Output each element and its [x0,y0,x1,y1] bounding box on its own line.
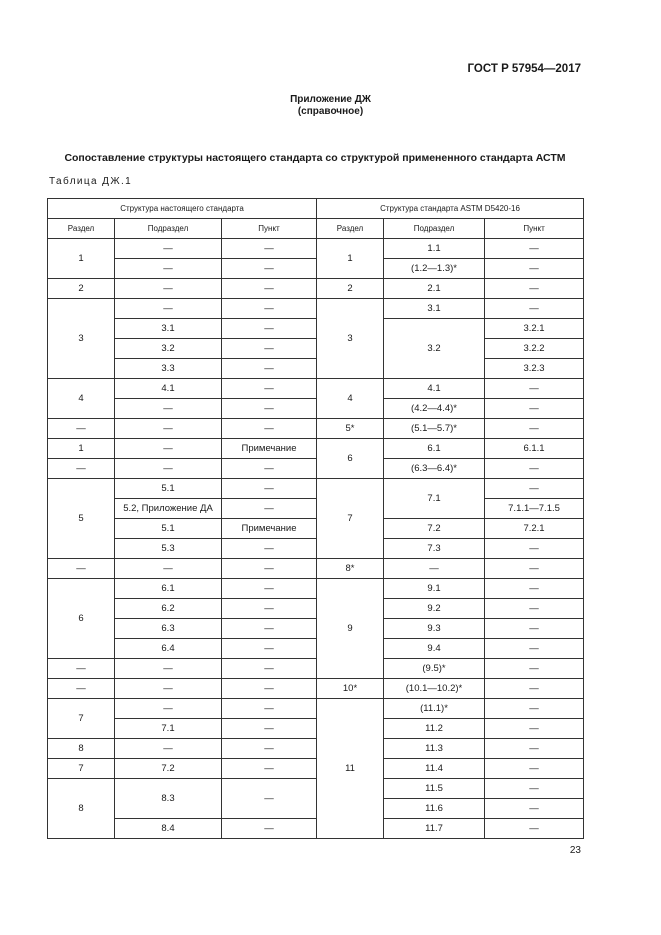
table-cell: 5* [317,419,384,439]
table-cell: — [485,619,584,639]
document-code: ГОСТ Р 57954—2017 [467,63,581,75]
table-cell: 5.1 [115,519,222,539]
table-cell: 4.1 [384,379,485,399]
table-row [48,419,584,439]
table-cell: 3.1 [384,299,485,319]
table-cell: — [485,719,584,739]
table-cell: — [485,399,584,419]
table-cell: 9 [317,579,384,679]
table-cell: 1 [317,239,384,279]
table-cell: 9.2 [384,599,485,619]
table-cell: 11.4 [384,759,485,779]
table-row [48,779,584,799]
table-row [48,519,584,539]
table-cell: — [485,759,584,779]
table-cell: 8.4 [115,819,222,839]
table-cell: — [115,419,222,439]
table-cell: 10* [317,679,384,699]
table-cell: — [115,679,222,699]
table-cell: 7.1 [384,479,485,519]
table-cell: — [222,599,317,619]
annex-subtitle: (справочное) [297,106,364,117]
table-row [48,299,584,319]
table-cell: — [115,659,222,679]
table-cell: — [222,279,317,299]
table-cell: 11.3 [384,739,485,759]
table-cell: — [115,399,222,419]
table-row [48,699,584,719]
table-cell: 3.2.2 [485,339,584,359]
table-row [48,459,584,479]
table-row [48,499,584,519]
table-cell: (6.3—6.4)* [384,459,485,479]
table-cell: 8 [48,739,115,759]
table-row [48,579,584,599]
table-cell: — [222,699,317,719]
table-row [48,659,584,679]
table-cell: (1.2—1.3)* [384,259,485,279]
table-cell: 6.2 [115,599,222,619]
table-cell: 5 [48,479,115,559]
table-cell: (10.1—10.2)* [384,679,485,699]
header-section: Раздел [317,219,384,239]
table-cell: — [222,659,317,679]
table-cell: Примечание [222,519,317,539]
table-cell: — [222,639,317,659]
table-cell: — [222,719,317,739]
table-cell: — [485,819,584,839]
table-cell: 6.4 [115,639,222,659]
table-row [48,559,584,579]
table-cell: 7.3 [384,539,485,559]
table-cell: — [485,799,584,819]
table-cell: 4 [48,379,115,419]
table-cell: — [48,419,115,439]
table-label: Таблица ДЖ.1 [49,176,133,187]
table-cell: — [222,419,317,439]
table-cell: 7 [48,699,115,739]
table-cell: 8.3 [115,779,222,819]
table-cell: — [485,659,584,679]
table-cell: 5.1 [115,479,222,499]
table-cell: 6.1.1 [485,439,584,459]
table-cell: — [485,459,584,479]
table-cell: — [48,679,115,699]
table-cell: 7.1.1—7.1.5 [485,499,584,519]
table-row [48,599,584,619]
table-cell: — [222,459,317,479]
table-cell: 4.1 [115,379,222,399]
table-row [48,239,584,259]
table-cell: 8 [48,779,115,839]
table-cell: — [115,559,222,579]
table-cell: — [115,299,222,319]
table-row [48,759,584,779]
table-cell: — [485,419,584,439]
header-item: Пункт [222,219,317,239]
table-cell: 7.1 [115,719,222,739]
table-row [48,719,584,739]
table-cell: 1 [48,239,115,279]
table-cell: — [48,659,115,679]
table-cell: — [222,359,317,379]
table-cell: 4 [317,379,384,419]
table-cell: — [222,259,317,279]
table-row [48,479,584,499]
table-cell: 3.2 [115,339,222,359]
table-cell: — [222,819,317,839]
table-cell: (9.5)* [384,659,485,679]
table-cell: — [485,699,584,719]
table-row [48,259,584,279]
table-subheader-row [48,219,584,239]
annex-title: Приложение ДЖ [290,94,371,105]
header-section: Раздел [48,219,115,239]
table-cell: 9.4 [384,639,485,659]
table-cell: — [485,299,584,319]
table-cell: — [485,779,584,799]
table-cell: 7.2 [115,759,222,779]
table-cell: — [222,239,317,259]
table-cell: — [222,319,317,339]
table-cell: 3 [317,299,384,379]
table-cell: — [222,499,317,519]
table-row [48,739,584,759]
table-cell: — [485,679,584,699]
table-cell: — [222,299,317,319]
table-cell: 1 [48,439,115,459]
table-cell: — [485,379,584,399]
table-cell: 11.5 [384,779,485,799]
table-cell: 11.2 [384,719,485,739]
table-cell: 3.2 [384,319,485,379]
table-row [48,359,584,379]
table-cell: — [115,239,222,259]
table-cell: 3.2.3 [485,359,584,379]
table-cell: — [222,619,317,639]
header-astm-structure: Структура стандарта ASTM D5420-16 [317,199,584,219]
page-number: 23 [569,845,581,856]
table-row [48,639,584,659]
table-cell: — [222,679,317,699]
table-cell: 9.1 [384,579,485,599]
table-cell: — [115,259,222,279]
table-row [48,279,584,299]
table-cell: — [222,779,317,819]
table-cell: — [115,439,222,459]
table-row [48,439,584,459]
table-cell: — [222,539,317,559]
header-subsection: Подраздел [115,219,222,239]
table-cell: 11 [317,699,384,839]
table-cell: 11.6 [384,799,485,819]
table-cell: 6 [317,439,384,479]
table-cell: (4.2—4.4)* [384,399,485,419]
table-cell: 3.2.1 [485,319,584,339]
table-cell: — [485,579,584,599]
table-cell: 9.3 [384,619,485,639]
section-heading: Сопоставление структуры настоящего стандарта со структурой примененного стандарта АСТМ [64,152,566,164]
table-cell: — [222,479,317,499]
table-cell: — [222,559,317,579]
table-row [48,379,584,399]
table-cell: 7.2.1 [485,519,584,539]
table-cell: 1.1 [384,239,485,259]
table-cell: 6.1 [115,579,222,599]
table-header-row [48,199,584,219]
table-cell: — [485,279,584,299]
table-row [48,539,584,559]
table-cell: — [485,739,584,759]
header-national-structure: Структура настоящего стандарта [48,199,317,219]
table-cell: — [384,559,485,579]
table-cell: — [222,339,317,359]
table-cell: — [485,559,584,579]
table-cell: 6.1 [384,439,485,459]
table-cell: — [115,459,222,479]
header-subsection: Подраздел [384,219,485,239]
table-cell: — [115,279,222,299]
table-cell: — [485,259,584,279]
table-cell: 2.1 [384,279,485,299]
table-cell: — [222,399,317,419]
table-cell: 3.3 [115,359,222,379]
comparison-table [47,198,584,839]
table-cell: — [48,459,115,479]
table-cell: 8* [317,559,384,579]
table-cell: — [485,239,584,259]
table-cell: 5.2, Приложение ДА [115,499,222,519]
table-cell: — [222,739,317,759]
table-row [48,339,584,359]
table-cell: — [115,699,222,719]
table-cell: 7.2 [384,519,485,539]
table-cell: — [115,739,222,759]
table-cell: — [48,559,115,579]
table-cell: — [222,379,317,399]
table-row [48,399,584,419]
table-cell: 7 [317,479,384,559]
table-cell: — [485,479,584,499]
table-cell: (5.1—5.7)* [384,419,485,439]
table-cell: 2 [317,279,384,299]
table-cell: 7 [48,759,115,779]
table-row [48,619,584,639]
table-cell: 3 [48,299,115,379]
table-row [48,679,584,699]
table-cell: 11.7 [384,819,485,839]
table-cell: — [222,579,317,599]
table-cell: — [222,759,317,779]
table-cell: 5.3 [115,539,222,559]
table-cell: Примечание [222,439,317,459]
table-cell: 2 [48,279,115,299]
table-cell: — [485,639,584,659]
table-cell: 6 [48,579,115,659]
table-cell: 3.1 [115,319,222,339]
table-row [48,819,584,839]
header-item: Пункт [485,219,584,239]
table-cell: 6.3 [115,619,222,639]
table-cell: — [485,599,584,619]
table-row [48,319,584,339]
table-cell: (11.1)* [384,699,485,719]
table-cell: — [485,539,584,559]
